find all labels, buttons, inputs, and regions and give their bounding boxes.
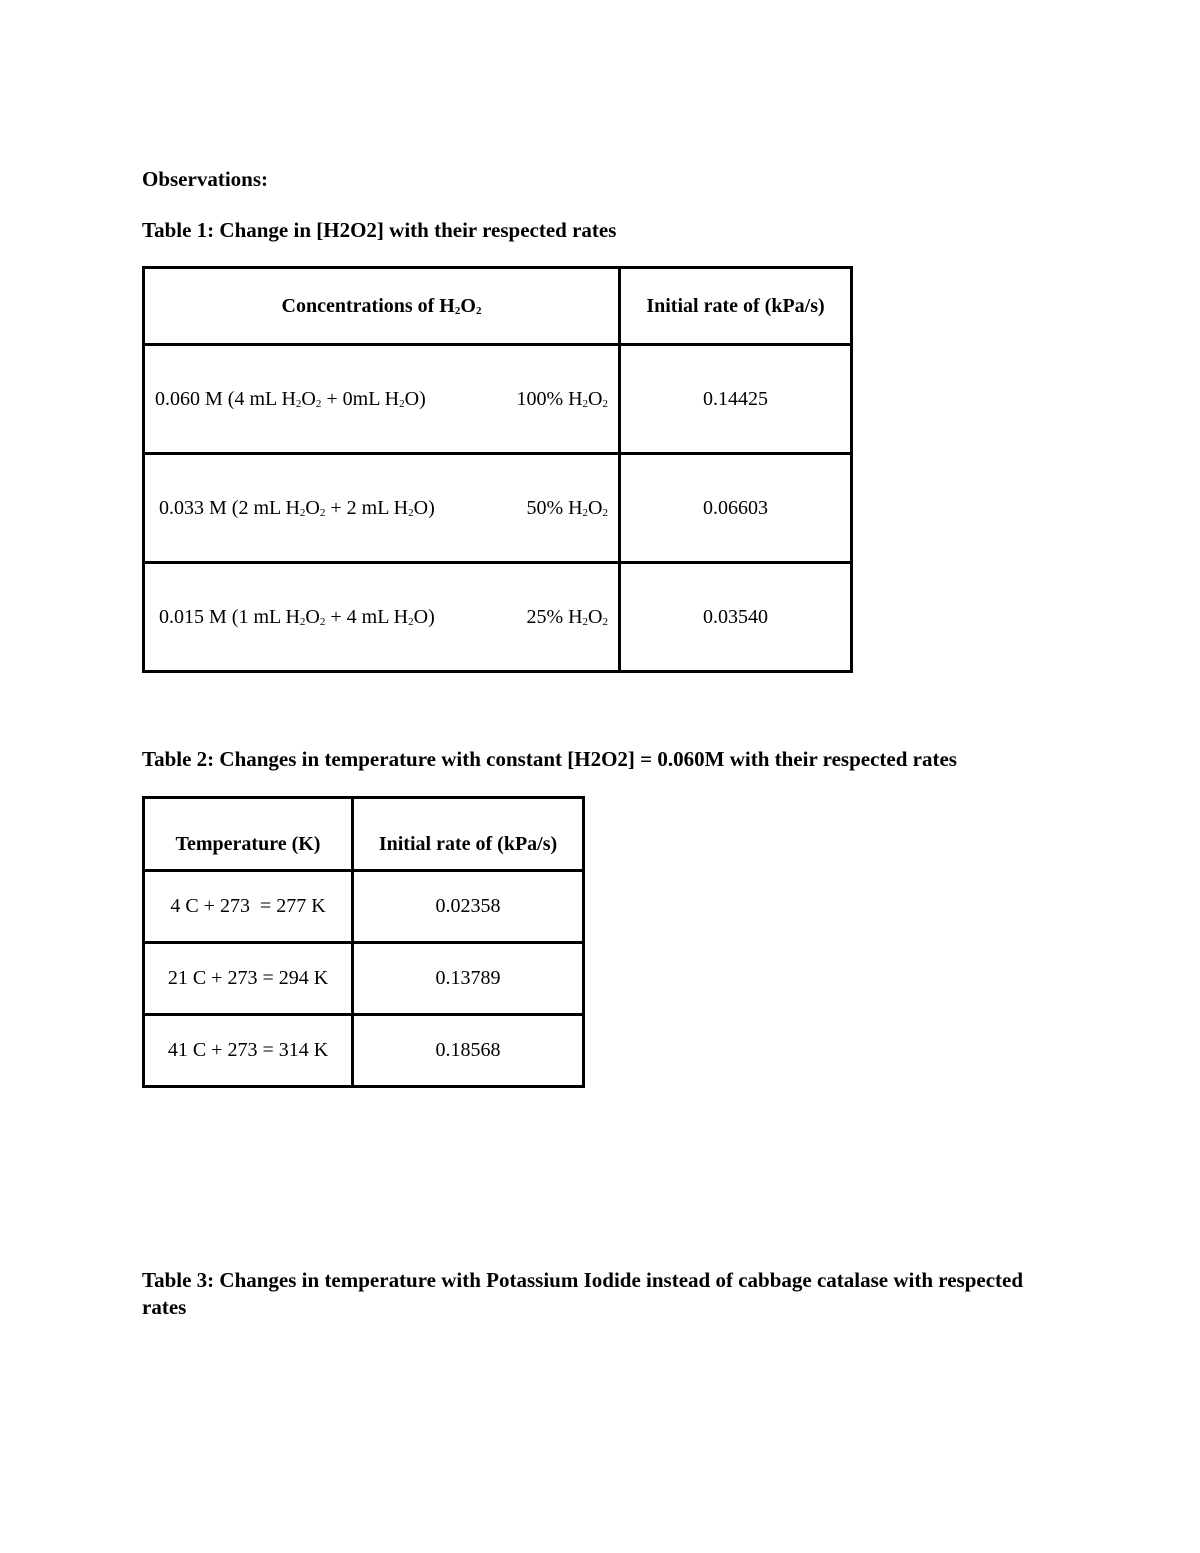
table1-concentration-cell [144,345,620,454]
table1-rate-cell: 0.03540 [620,563,852,672]
table1-concentration-cell [144,563,620,672]
molarity-text: 0.033 M (2 mL $H_2O_2 + 2$ mL $H_2O$) [159,496,435,519]
table2-rate-cell: 0.18568 [353,1015,584,1087]
table1-rate-cell: 0.14425 [620,345,852,454]
table2-rate-cell: 0.02358 [353,871,584,943]
table2-temperature-cell: 21 C + 273 = 294 K [144,943,353,1015]
table2-temperature-cell: 4 C + 273 = 277 K [144,871,353,943]
table2-header-rate: Initial rate of (kPa/s) [353,798,584,871]
table2-header-row [144,798,584,871]
table1-header-concentration: Concentrations of $H_2O_2$ [144,268,620,345]
table2-header-temperature: Temperature (K) [144,798,353,871]
table-row [144,454,852,563]
table-row [144,563,852,672]
table1-concentration-cell [144,454,620,563]
percent-text: 25% $H_2O_2$ [526,605,608,628]
table3-caption: Table 3: Changes in temperature with Potassium Iodide instead of cabbage catalase with respected rates [142,1268,1024,1319]
table1-rate-cell: 0.06603 [620,454,852,563]
table-row [144,871,584,943]
table2-rate-cell: 0.13789 [353,943,584,1015]
percent-text: 100% $H_2O_2$ [516,387,608,410]
table-row [144,943,584,1015]
table2-temperature-cell: 41 C + 273 = 314 K [144,1015,353,1087]
table2-caption: Table 2: Changes in temperature with constant [H2O2] = 0.060M with their respected rates [142,747,957,771]
molarity-text: 0.015 M (1 mL $H_2O_2 + 4$ mL $H_2O$) [159,605,435,628]
molarity-text: 0.060 M (4 mL $H_2O_2 + 0mL$ $H_2O$) [155,387,426,410]
table1-caption: Table 1: Change in [H2O2] with their respected rates [142,218,617,242]
table-row [144,1015,584,1087]
table1 [142,266,853,673]
observations-heading: Observations: [142,167,268,191]
table1-header-row [144,268,852,345]
table2 [142,796,585,1088]
table-row [144,345,852,454]
percent-text: 50% $H_2O_2$ [526,496,608,519]
table1-header-rate: Initial rate of (kPa/s) [620,268,852,345]
